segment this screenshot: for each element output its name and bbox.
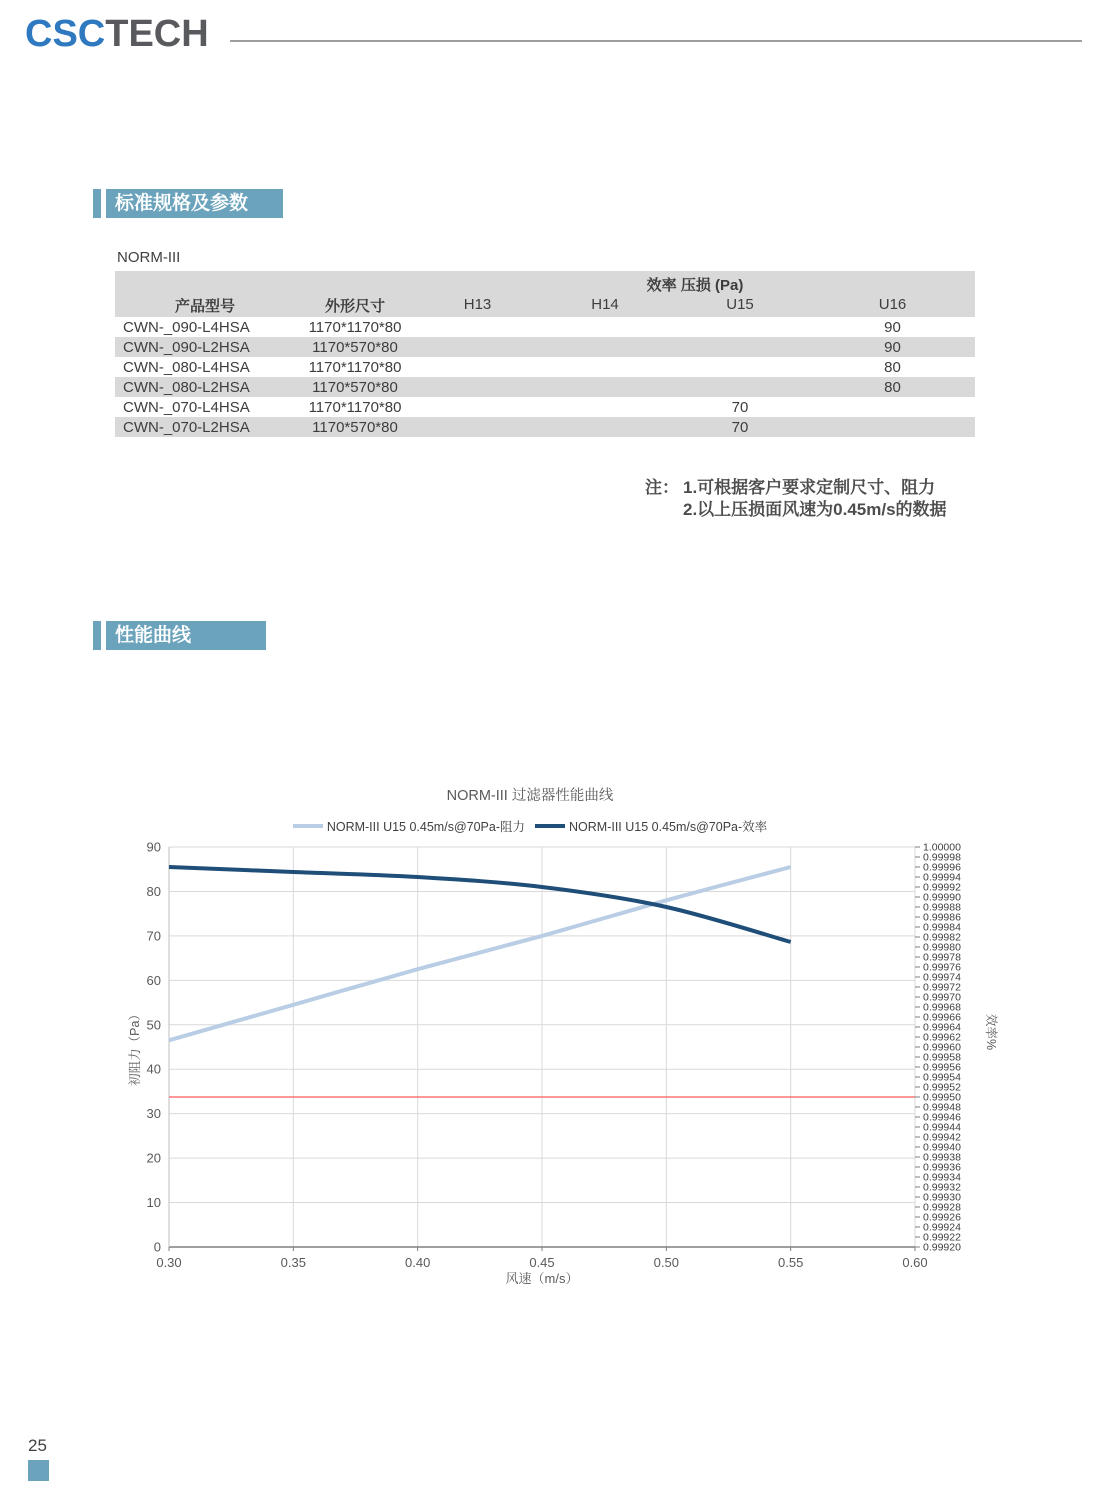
col-header-efficiency-group: 效率 压损 (Pa) bbox=[415, 271, 975, 296]
table-cell bbox=[540, 377, 670, 397]
right-axis-tick-label: 0.99954 bbox=[923, 1071, 961, 1084]
right-axis-tick-label: 0.99962 bbox=[923, 1031, 961, 1044]
right-axis-tick-label: 0.99960 bbox=[923, 1041, 961, 1054]
table-cell: CWN-_090-L2HSA bbox=[123, 338, 250, 356]
col-header-u15: U15 bbox=[670, 296, 810, 317]
series-line-resistance bbox=[169, 867, 791, 1040]
page-footer-mark bbox=[28, 1460, 49, 1481]
right-axis-tick-label: 0.99972 bbox=[923, 981, 961, 994]
left-axis-tick-label: 10 bbox=[146, 1195, 161, 1211]
series-line-efficiency bbox=[169, 867, 791, 942]
table-cell bbox=[670, 317, 810, 337]
col-header-dimensions: 外形尺寸 bbox=[295, 271, 415, 317]
left-axis-tick-label: 80 bbox=[146, 883, 161, 899]
table-cell: 80 bbox=[884, 358, 901, 376]
table-cell bbox=[540, 337, 670, 357]
section-accent-bar bbox=[93, 189, 101, 218]
x-axis-tick-label: 0.35 bbox=[280, 1255, 306, 1270]
left-axis-tick-label: 20 bbox=[146, 1150, 161, 1166]
right-axis-tick-label: 0.99964 bbox=[923, 1021, 961, 1034]
table-cell: 1170*1170*80 bbox=[308, 358, 402, 376]
header-divider bbox=[230, 40, 1082, 42]
table-cell: 1170*570*80 bbox=[312, 418, 398, 436]
table-cell bbox=[810, 397, 975, 417]
right-axis-tick-label: 0.99980 bbox=[923, 941, 961, 954]
right-axis-title: 效率% bbox=[984, 1013, 998, 1051]
right-axis-tick-label: 0.99952 bbox=[923, 1081, 961, 1094]
table-cell: 1170*1170*80 bbox=[308, 318, 402, 336]
table-cell: CWN-_080-L4HSA bbox=[123, 358, 250, 376]
left-axis-tick-label: 30 bbox=[146, 1106, 161, 1122]
section-title-curves: 性能曲线 bbox=[106, 621, 266, 650]
right-axis-tick-label: 0.99920 bbox=[923, 1241, 961, 1254]
right-axis-tick-label: 0.99956 bbox=[923, 1061, 961, 1074]
notes-prefix: 注： bbox=[645, 478, 679, 497]
right-axis-tick-label: 0.99976 bbox=[923, 961, 961, 974]
table-row bbox=[115, 317, 975, 337]
right-axis-tick-label: 0.99970 bbox=[923, 991, 961, 1004]
right-axis-tick-label: 0.99986 bbox=[923, 911, 961, 924]
legend-item-resistance bbox=[293, 817, 525, 835]
legend-label-resistance: NORM-III U15 0.45m/s@70Pa-阻力 bbox=[326, 820, 525, 834]
table-row bbox=[115, 397, 975, 417]
logo-part-tech: TECH bbox=[105, 13, 209, 55]
table-cell: CWN-_080-L2HSA bbox=[123, 378, 250, 396]
col-header-u16: U16 bbox=[810, 296, 975, 317]
table-row bbox=[115, 377, 975, 397]
logo-part-csc: CSC bbox=[25, 13, 106, 55]
col-header-h14: H14 bbox=[540, 296, 670, 317]
right-axis-tick-label: 0.99978 bbox=[923, 951, 961, 964]
table-cell bbox=[540, 397, 670, 417]
note-line-1: 1.可根据客户要求定制尺寸、阻力 bbox=[683, 478, 936, 497]
table-cell: 70 bbox=[731, 398, 749, 416]
right-axis-tick-label: 0.99938 bbox=[923, 1151, 961, 1164]
legend-swatch-resistance bbox=[293, 824, 323, 828]
col-header-model: 产品型号 bbox=[115, 271, 295, 317]
company-logo bbox=[25, 14, 209, 54]
right-axis-tick-label: 0.99944 bbox=[923, 1121, 961, 1134]
table-series-label: NORM-III bbox=[117, 249, 181, 266]
right-axis-tick-label: 0.99946 bbox=[923, 1111, 961, 1124]
table-cell bbox=[670, 377, 810, 397]
right-axis-tick-label: 0.99992 bbox=[923, 881, 961, 894]
right-axis-tick-label: 0.99984 bbox=[923, 921, 961, 934]
table-cell bbox=[540, 417, 670, 437]
table-notes bbox=[645, 477, 947, 521]
right-axis-tick-label: 0.99948 bbox=[923, 1101, 961, 1114]
chart-title: NORM-III 过滤器性能曲线 bbox=[446, 788, 614, 804]
table-cell bbox=[670, 337, 810, 357]
x-axis-tick-label: 0.45 bbox=[529, 1255, 555, 1270]
table-row bbox=[115, 337, 975, 357]
right-axis-tick-label: 0.99936 bbox=[923, 1161, 961, 1174]
right-axis-tick-label: 0.99996 bbox=[923, 861, 961, 874]
right-axis-tick-label: 0.99922 bbox=[923, 1231, 961, 1244]
section-header-specs bbox=[93, 189, 283, 218]
chart-canvas bbox=[125, 780, 1015, 1295]
x-axis-tick-label: 0.50 bbox=[653, 1255, 679, 1270]
right-axis-tick-label: 0.99968 bbox=[923, 1001, 961, 1014]
table-cell bbox=[415, 377, 540, 397]
table-cell bbox=[670, 357, 810, 377]
legend-label-efficiency: NORM-III U15 0.45m/s@70Pa-效率 bbox=[569, 820, 768, 834]
table-cell: CWN-_070-L4HSA bbox=[123, 398, 250, 416]
spec-table-body bbox=[115, 317, 975, 437]
right-axis-tick-label: 0.99974 bbox=[923, 971, 961, 984]
table-cell: 1170*570*80 bbox=[312, 338, 398, 356]
table-cell bbox=[540, 317, 670, 337]
performance-chart bbox=[125, 780, 1015, 1295]
section-title-specs: 标准规格及参数 bbox=[106, 189, 283, 218]
right-axis-tick-label: 0.99932 bbox=[923, 1181, 961, 1194]
table-cell: 80 bbox=[884, 378, 901, 396]
x-axis-tick-label: 0.40 bbox=[405, 1255, 431, 1270]
notes-lines bbox=[683, 477, 947, 521]
right-axis-tick-label: 0.99928 bbox=[923, 1201, 961, 1214]
table-cell: 90 bbox=[884, 338, 901, 356]
right-axis-tick-label: 1.00000 bbox=[923, 841, 961, 854]
right-axis-tick-label: 0.99982 bbox=[923, 931, 961, 944]
table-cell: 70 bbox=[731, 418, 749, 436]
table-cell bbox=[415, 317, 540, 337]
right-axis-tick-label: 0.99940 bbox=[923, 1141, 961, 1154]
left-axis-tick-label: 70 bbox=[146, 928, 161, 944]
table-cell bbox=[540, 357, 670, 377]
left-axis-title: 初阻力（Pa） bbox=[128, 1008, 142, 1086]
right-axis-tick-label: 0.99990 bbox=[923, 891, 961, 904]
left-axis-tick-label: 60 bbox=[146, 972, 161, 988]
left-axis-tick-label: 0 bbox=[153, 1239, 161, 1255]
spec-table bbox=[115, 271, 975, 437]
x-axis-title: 风速（m/s） bbox=[505, 1271, 579, 1286]
page-number: 25 bbox=[28, 1436, 47, 1455]
x-axis-tick-label: 0.55 bbox=[778, 1255, 804, 1270]
table-cell bbox=[415, 357, 540, 377]
table-row bbox=[115, 357, 975, 377]
x-axis-tick-label: 0.60 bbox=[902, 1255, 928, 1270]
table-cell: 1170*1170*80 bbox=[308, 398, 402, 416]
right-axis-tick-label: 0.99942 bbox=[923, 1131, 961, 1144]
left-axis-tick-label: 40 bbox=[146, 1061, 161, 1077]
table-cell: 90 bbox=[884, 318, 901, 336]
table-cell bbox=[415, 417, 540, 437]
section-accent-bar bbox=[93, 621, 101, 650]
legend-item-efficiency bbox=[535, 817, 767, 835]
right-axis-tick-label: 0.99958 bbox=[923, 1051, 961, 1064]
table-cell bbox=[415, 397, 540, 417]
table-cell: CWN-_090-L4HSA bbox=[123, 318, 250, 336]
right-axis-tick-label: 0.99924 bbox=[923, 1221, 961, 1234]
table-row bbox=[115, 417, 975, 437]
table-cell bbox=[810, 417, 975, 437]
right-axis-tick-label: 0.99934 bbox=[923, 1171, 961, 1184]
right-axis-tick-label: 0.99950 bbox=[923, 1091, 961, 1104]
right-axis-tick-label: 0.99988 bbox=[923, 901, 961, 914]
table-cell bbox=[415, 337, 540, 357]
right-axis-tick-label: 0.99998 bbox=[923, 851, 961, 864]
x-axis-tick-label: 0.30 bbox=[156, 1255, 182, 1270]
legend-swatch-efficiency bbox=[535, 824, 565, 828]
section-header-curves bbox=[93, 621, 266, 650]
table-cell: 1170*570*80 bbox=[312, 378, 398, 396]
right-axis-tick-label: 0.99994 bbox=[923, 871, 961, 884]
table-cell: CWN-_070-L2HSA bbox=[123, 418, 250, 436]
left-axis-tick-label: 90 bbox=[146, 839, 161, 855]
note-line-2: 2.以上压损面风速为0.45m/s的数据 bbox=[683, 500, 947, 519]
right-axis-tick-label: 0.99926 bbox=[923, 1211, 961, 1224]
col-header-h13: H13 bbox=[415, 296, 540, 317]
chart-legend bbox=[125, 817, 935, 835]
right-axis-tick-label: 0.99966 bbox=[923, 1011, 961, 1024]
right-axis-tick-label: 0.99930 bbox=[923, 1191, 961, 1204]
left-axis-tick-label: 50 bbox=[146, 1017, 161, 1033]
